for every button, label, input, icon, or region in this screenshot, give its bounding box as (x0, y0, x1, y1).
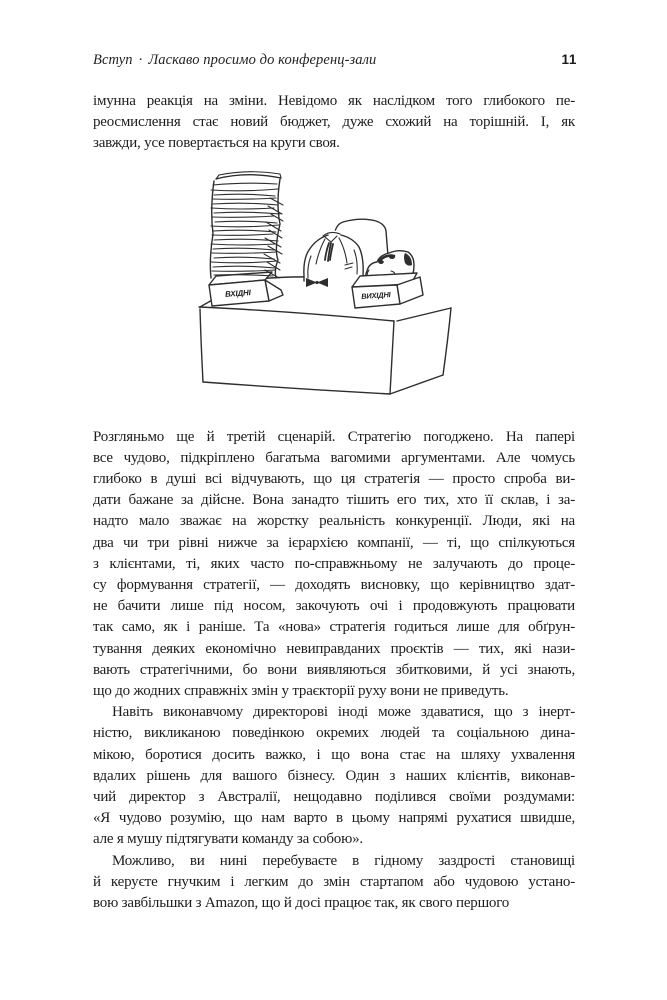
paragraph (93, 851, 575, 915)
paragraph-group-bottom (93, 427, 575, 915)
text-column (93, 91, 575, 914)
text-line: так само, як і раніше. Та «нова» стратегія годиться лише для обґрун- (93, 619, 575, 636)
text-line: але я мушу підтягувати команду за собою». (93, 831, 363, 848)
text-line: вою завбільшки з Amazon, що й досі працює так, як свого першого (93, 895, 510, 912)
text-line: мікою, боротися досить важко, і що вона стає на шляху ухвалення (93, 746, 575, 763)
paragraph (93, 702, 575, 850)
paragraph (93, 427, 575, 703)
text-line: Можливо, ви нині перебуваєте в гідному заздрості становищі (112, 852, 575, 869)
text-line: не бачити лише під носом, закочують очі і продовжують працювати (93, 598, 575, 615)
text-line: все чудово, підкріплено багатьма вагомими аргументами. Але чомусь (93, 449, 575, 466)
text-line: су формування стратегії, — доходять висновку, що керівництво здат- (93, 577, 575, 594)
section-label: Вступ (93, 52, 133, 68)
paper-stack (210, 171, 283, 277)
text-line: Розгляньмо ще й третій сценарій. Стратегію погоджено. На папері (93, 428, 575, 445)
headless-businessman (304, 230, 363, 287)
text-line: й керуєте гнучким і легким до змін стартапом або чудовою устано- (93, 873, 575, 890)
page-number: 11 (561, 52, 577, 67)
text-line: тування деяких економічно невиправданих проєктів — тих, які нази- (93, 640, 575, 657)
out-tray (352, 273, 423, 308)
text-line: два чи три рівні нижче за ієрархією компанії, — ті, що спілкуються (93, 534, 575, 551)
paragraph (93, 91, 575, 155)
cartoon-illustration (167, 164, 501, 422)
text-line: імунна реакція на зміни. Невідомо як наслідком того глибокого пе- (93, 93, 575, 109)
text-line: завжди, усе повертається на круги своя. (93, 135, 340, 152)
text-line: вдалих рішень для вашого бізнесу. Один з наших клієнтів, виконав- (93, 767, 575, 784)
text-line: надто мало зважає на жорстку реальність конкуренції. Люди, які на (93, 513, 575, 530)
paragraph-group-top (93, 91, 575, 155)
separator-dot: · (138, 52, 143, 68)
text-line: чий директор з Австралії, нещодавно поділився своїми роздумами: (93, 789, 575, 806)
running-head (93, 52, 577, 69)
out-tray-label: ВИХІДНІ (360, 289, 391, 301)
chapter-title: Ласкаво просимо до конференц-зали (148, 52, 377, 68)
text-line: глибоко в душі всі відчувають, що ця стратегія — просто спроба ви- (93, 471, 575, 488)
text-line: ністю, викликаною поведінкою окремих людей та соціальною дина- (93, 725, 575, 742)
text-line: що до жодних справжніх змін у траєкторії руху вони не приведуть. (93, 683, 509, 700)
text-line: Навіть виконавчому директорові іноді може здаватися, що з інерт- (112, 704, 575, 721)
in-tray (209, 272, 283, 306)
page-edge-hatching (264, 198, 283, 278)
text-line: з клієнтами, ті, яких часто по-справжньому не залучають до проце- (93, 555, 575, 572)
text-line: вають стратегічними, бо вони виявляються збитковими, й усі знають, (93, 661, 575, 678)
in-tray-label: ВХІДНІ (224, 287, 251, 299)
text-line: реосмислення стає новий бюджет, дуже схожий на торішній. І, як (93, 114, 575, 131)
figure-slot (93, 155, 575, 427)
text-line: дати бажане за дійсне. Вона занадто тішить его тих, хто її склав, і за- (93, 492, 575, 509)
chapter-breadcrumb (93, 52, 376, 69)
text-line: «Я чудово розумію, що нам варто в цьому напрямі рухатися швидше, (93, 810, 575, 827)
